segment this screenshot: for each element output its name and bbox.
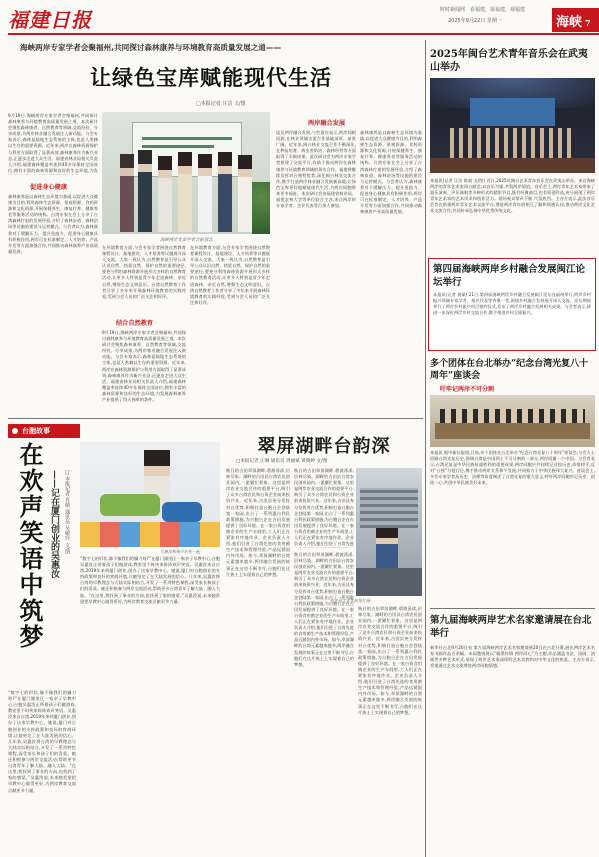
section-name: 海峡: [556, 15, 583, 30]
side3-photo: [430, 395, 595, 447]
side2-title: 第四届海峡两岸乡村融合发展闽江论坛举行: [433, 264, 586, 288]
person-3: [158, 156, 172, 232]
tag-icon: [12, 428, 18, 434]
story3-col2-text: 秋日的古田翠屏湖畔,碧波荡漾,层林尽染。湖畔的古田县台湾农民创业园内,一派繁忙景象。这里是两岸农业交流合作的重要平台,吸引了众多台湾农民和台资企业前来投资兴业。近年来,古田县充分发挥对台优势,积极打造台胞台企登陆第一家园,出台了一系列惠台利民政策措施,为台胞台企在古田发展提供了良好环境。在一家台资食用菌企业的生产车间里,工人们正在紧张有序地作业。企业负责人介绍,他们引进了台湾先进: [294, 468, 354, 547]
main-title: 让绿色宝库赋能现代生活: [90, 65, 332, 90]
workbench: [356, 568, 422, 596]
subhead-nature: 结合自然教育: [116, 320, 154, 327]
person-7: [238, 155, 252, 232]
story3-title: 翠屏湖畔台韵深: [257, 436, 391, 457]
side4-text: 新华社台北9月20日电 第九届海峡两岸艺术名家邀请展20日在台北开幕,展出两岸艺术名家书画作品百余幅。本届邀请展以“翰墨传情 两岸同心”为主题,作品涵盖书法、国画、油画等多种艺术形式,展现了两岸艺术家深厚的艺术功底和对中华文化的热爱。主办方表示,希望通过艺术交流增进两岸同胞情感。: [430, 645, 595, 669]
side4-rule: [430, 608, 595, 609]
story2-photo: [80, 442, 220, 547]
side2-box: [428, 258, 596, 351]
story2-title: 在欢声笑语中筑梦: [15, 442, 44, 650]
side4-title: 第九届海峡两岸艺术名家邀请展在台北举行: [430, 615, 592, 639]
masthead-slogan-2: 看福建，报福建，观福建: [470, 7, 526, 13]
side3-subtitle: 吁牢记两岸不可分割: [440, 386, 495, 393]
main-col1-text: 9月19日,海峡两岸专家学者会聚福州,共同探讨森林康养与环境教育高质量发展之道。本次研讨会聚焦森林康养、自然教育等领域,交流经验、分享成果,为两岸林业融合发展注入新动能。与会专家表示,森林是陆地生态系统的主体,也是人类赖以生存的重要资源。近年来,两岸在森林资源保护与利用方面取得了显著成效,森林康养作为新兴业态,正逐步走进大众生活。福建省林业局相关负责人介绍,福建森林覆盖率连续40多年保持全国首位,拥有丰富的森林资源和良好的生态环境,为发: [8, 113, 98, 173]
page-number: 7: [585, 18, 591, 28]
masthead-rule: [8, 33, 599, 35]
child-blue: [162, 502, 202, 522]
person-6: [218, 152, 232, 232]
side2-text: 本报讯(记者 祝斌) 21日,第四届海峡两岸乡村融合发展闽江论坛在福州举行,两岸乡村振兴领域专家学者、基层代表等齐聚一堂,围绕乡村融合发展展开深入交流。论坛期间举行了两岸乡村振兴项目签约仪式,发布了两岸乡村融合发展相关成果。与会者表示,将进一步深化两岸乡村交流合作,携手推进乡村全面振兴。: [433, 292, 591, 316]
story-tag-label: 台胞故事: [22, 427, 50, 435]
masthead-date: 2025年9月22日 星期一: [448, 18, 502, 24]
masthead-slogan-1: 时时新闻网: [440, 7, 466, 13]
main-bottom-rule: [8, 418, 423, 419]
side1-text: 本报讯(记者 汪洁 陈斌 文/图) 近日,2025年闽台艺术青年音乐会在武夷山举办。来自海峡两岸的青年艺术家同台献艺,以音乐为媒,共叙两岸情谊。音乐会上,两岸青年艺术家带来了器乐演奏、声乐演唱等多种形式的精彩节目,既有经典曲目,也有原创作品,充分展现了两岸青年艺术家的艺术风采和创作活力。现场观众掌声不断,气氛热烈。主办方表示,此次音乐会旨在搭建两岸青年艺术交流平台,增进两岸青年的相互了解和情感认同,推动两岸文化艺术交流合作,共同传承弘扬中华优秀传统文化。: [430, 178, 595, 214]
person-2: [138, 150, 152, 232]
child-green: [100, 494, 160, 516]
person-4: [178, 152, 192, 232]
story3-photo-caption: 台企员工在车间里忙碌: [330, 598, 370, 603]
right-column-divider: [425, 40, 426, 857]
story2-byline: □本报记者 肖榕 通讯员 吴敏玲 文/图: [64, 470, 70, 555]
plant: [252, 182, 270, 234]
main-byline: □本报记者 汪洁 文/图: [196, 101, 246, 107]
section-tab: [552, 8, 599, 32]
person-1: [120, 154, 134, 232]
subhead-health: 促进身心健康: [30, 184, 68, 191]
workshop-equipment: [360, 488, 418, 528]
meeting-table: [435, 423, 590, 439]
story2-subtitle: ——记在厦门创业的吴惠汝: [49, 470, 59, 578]
stage-floor: [430, 158, 595, 173]
main-col3-text: 谈及两岸融合发展,与会嘉宾表示,两岸同根同源,在林业领域交流合作基础深厚、前景广阔。近年来,闽台林业交流合作不断深化,在种苗培育、病虫害防治、森林经营等方面取得了丰硕成果。此次研讨会为两岸专家学者搭建了交流平台,有助于推动两岸在森林康养与环境教育领域的务实合作。福建将继续发挥对台独特优势,深化闽台林业交流合作,携手打造两岸林业融合发展新高地,让绿色宝库更好地赋能现代生活,为两岸同胞带来更多福祉。本次研讨会由福建省林业局、福建农林大学等单位联合主办,来自两岸的专家学者、企业代表等百余人参加。: [276, 130, 356, 209]
story3-photo: [356, 468, 422, 596]
newspaper-logo: 福建日报: [8, 8, 92, 32]
performers: [450, 128, 575, 158]
main-col2c-text: 在环境教育方面,与会专家学者围绕自然教育课程设计、基地建设、人才培养等议题展开深入交流。大家一致认为,自然教育是引导公众认识自然、热爱自然、保护自然的重要途径,要充分利用森林资源开展形式多样的自然教育活动,让更多人特别是青少年走进森林、亲近自然,增强生态文明意识。台湾自然教育工作者分享了多年来开展森林环境教育的实践经验,受到与会人员的广泛关注和好评。: [190, 245, 270, 305]
subhead-integration: 两岸融合发展: [308, 120, 346, 127]
main-col2b-text: 9月19日,海峡两岸专家学者会聚福州,共同探讨森林康养与环境教育高质量发展之道。本次研讨会聚焦森林康养、自然教育等领域,交流经验、分享成果,为两岸林业融合发展注入新动能。与会专家表示,森林是陆地生态系统的主体,也是人类赖以生存的重要资源。近年来,两岸在森林资源保护与利用方面取得了显著成效,森林康养作为新兴业态,正逐步走进大众生活。福建省林业局相关负责人介绍,福建森林覆盖率连续40多年保持全国首位,拥有丰富的森林资源和良好的生态环境,为发展森林康养产业提供了得天独厚的条件。: [102, 330, 186, 403]
story2-text-left: “数字七的形状,像不像我们的镰刀呀?”在厦门湖里区一家亲子早教中心,台胞吴惠汝正带着孩子们做游戏,教室里不时传来阵阵欢声笑语。吴惠汝来自台湾,2019年来到厦门创业,创办了这家早教中心。她说,厦门对台胞创业的支持政策和良好的营商环境,让她坚定了在大陆发展的信心。几年来,吴惠汝将台湾的早教理念与大陆实际相结合,开发了一系列特色课程,深受家长和孩子们的喜爱。她还积极参与两岸交流活动,帮助更多台湾青年了解大陆、融入大陆。“在这里,我找到了事业的方向,也找到了家的感觉。”吴惠汝说,未来她希望把早教中心做得更好,为两岸教育交流贡献更多力量。: [8, 690, 76, 793]
story2-photo-caption: 吴惠汝和孩子们在一起: [160, 549, 200, 554]
person-5: [198, 154, 212, 232]
main-col1b-text: 森林康养是以森林生态环境为基础,以促进大众健康为目的,利用森林生态资源、景观资源、食药资源和文化资源,开展保健养生、康复疗养、健康养老等服务活动的统称。台湾专家在会上分享了台湾森林疗愈的发展经验,介绍了森林步道、森林浴场等设施的建设与运营模式。与会者认为,森林康养对于缓解压力、提升免疫力、促进身心健康具有积极作用,两岸可在标准制定、人才培养、产品开发等方面加强合作,共同推动森林康养产业高质量发展。: [8, 194, 98, 254]
stage-screen: [470, 98, 555, 126]
story2-text: “数字七的形状,像不像我们的镰刀呀?”在厦门湖里区一家亲子早教中心,台胞吴惠汝正带着孩子们做游戏,教室里不时传来阵阵欢声笑语。吴惠汝来自台湾,2019年来到厦门创业,创办了这家早教中心。她说,厦门对台胞创业的支持政策和良好的营商环境,让她坚定了在大陆发展的信心。几年来,吴惠汝将台湾的早教理念与大陆实际相结合,开发了一系列特色课程,深受家长和孩子们的喜爱。她还积极参与两岸交流活动,帮助更多台湾青年了解大陆、融入大陆。“在这里,我找到了事业的方向,也找到了家的感觉。”吴惠汝说,未来她希望把早教中心做得更好,为两岸教育交流贡献更多力量。: [80, 556, 220, 604]
story3-col1-text: 秋日的古田翠屏湖畔,碧波荡漾,层林尽染。湖畔的古田县台湾农民创业园内,一派繁忙景象。这里是两岸农业交流合作的重要平台,吸引了众多台湾农民和台资企业前来投资兴业。近年来,古田县充分发挥对台优势,积极打造台胞台企登陆第一家园,出台了一系列惠台利民政策措施,为台胞台企在古田发展提供了良好环境。在一家台资食用菌企业的生产车间里,工人们正在紧张有序地作业。企业负责人介绍,他们引进了台湾先进的食用菌生产技术和管理经验,产品远销国内外市场。如今,翠屏湖畔的台湾元素越来越多,两岸融合发展的故事正在这里不断书写,台胞们在这片热土上实现着自己的梦想。: [226, 468, 290, 577]
story-tag: [8, 424, 80, 438]
side1-photo: [430, 78, 595, 173]
main-photo-caption: 海峡两岸专家学者合影留念: [160, 238, 213, 243]
attendees: [440, 409, 585, 423]
story3-byline: □本报记者 庄琳 通讯员 周丽斌 黄晓婷 文/图: [236, 459, 328, 464]
play-mat: [80, 522, 220, 547]
main-col2-text: 在环境教育方面,与会专家学者围绕自然教育课程设计、基地建设、人才培养等议题展开深入交流。大家一致认为,自然教育是引导公众认识自然、热爱自然、保护自然的重要途径,要充分利用森林资源开展形式多样的自然教育活动,让更多人特别是青少年走进森林、亲近自然,增强生态文明意识。台湾自然教育工作者分享了多年来开展森林环境教育的实践经验,受到与会人员的广泛关注和好评。: [102, 245, 186, 299]
story3-col3-text: 秋日的古田翠屏湖畔,碧波荡漾,层林尽染。湖畔的古田县台湾农民创业园内,一派繁忙景象。这里是两岸农业交流合作的重要平台,吸引了众多台湾农民和台资企业前来投资兴业。近年来,古田县充分发挥对台优势,积极打造台胞台企登陆第一家园,出台了一系列惠台利民政策措施,为台胞台企在古田发展提供了良好环境。在一家台资食用菌企业的生产车间里,工人们正在紧张有序地作业。企业负责人介绍,他们引进了台湾先进的食用菌生产技术和管理经验,产品远销国内外市场。如今,翠屏湖畔的台湾元素越来越多,两岸融合发展的故事正在这里不断书写,台胞们在这片热土上实现着自己的梦想。: [358, 606, 422, 715]
banner-text-block: [142, 134, 232, 154]
main-photo: [102, 112, 270, 234]
side1-title: 2025年闽台艺术青年音乐会在武夷山举办: [430, 49, 588, 73]
side3-text: 本报讯 据中新社报道,日前,多个团体在台北举办“纪念台湾光复八十周年”座谈会,与会人士回顾台湾光复历史,强调台湾是中国领土不可分割的一部分,两岸同属一个中国。与会者表示,台湾光复是中华民族抗战胜利的重要成果,两岸同胞应共同铭记这段历史,珍惜和平,反对“台独”分裂行径,携手推动两岸关系和平发展,共同致力于中华民族伟大复兴。座谈会上,多位专家学者从历史、法理等角度阐述了台湾光复的重大意义,呼吁两岸同胞牢记历史、团结一心,共创中华民族美好未来。: [430, 450, 595, 486]
masthead: [0, 0, 599, 36]
side3-title: 多个团体在台北举办“纪念台湾光复八十周年”座谈会: [430, 359, 589, 381]
story3-col2b-text: 秋日的古田翠屏湖畔,碧波荡漾,层林尽染。湖畔的古田县台湾农民创业园内,一派繁忙景象。这里是两岸农业交流合作的重要平台,吸引了众多台湾农民和台资企业前来投资兴业。近年来,古田县充分发挥对台优势,积极打造台胞台企登陆第一家园,出台了一系列惠台利民政策措施,为台胞台企在古田发展提供了良好环境。在一家台资食用菌企业的生产车间里,工人们正在紧张有序地作业。企业负责人介绍,他们引进了台湾先进的食用菌生产技术和管理经验,产品远销国内外市场。如今,翠屏湖畔的台湾元素越来越多,两岸融合发展的故事正在这里不断书写,台胞们在这片热土上实现着自己的梦想。: [294, 552, 354, 667]
main-kicker: 海峡两岸专家学者会聚福州,共同探讨森林康养与环境教育高质量发展之道——: [20, 43, 282, 52]
main-col4-text: 森林康养是以森林生态环境为基础,以促进大众健康为目的,利用森林生态资源、景观资源、食药资源和文化资源,开展保健养生、康复疗养、健康养老等服务活动的统称。台湾专家在会上分享了台湾森林疗愈的发展经验,介绍了森林步道、森林浴场等设施的建设与运营模式。与会者认为,森林康养对于缓解压力、提升免疫力、促进身心健康具有积极作用,两岸可在标准制定、人才培养、产品开发等方面加强合作,共同推动森林康养产业高质量发展。: [360, 130, 422, 215]
